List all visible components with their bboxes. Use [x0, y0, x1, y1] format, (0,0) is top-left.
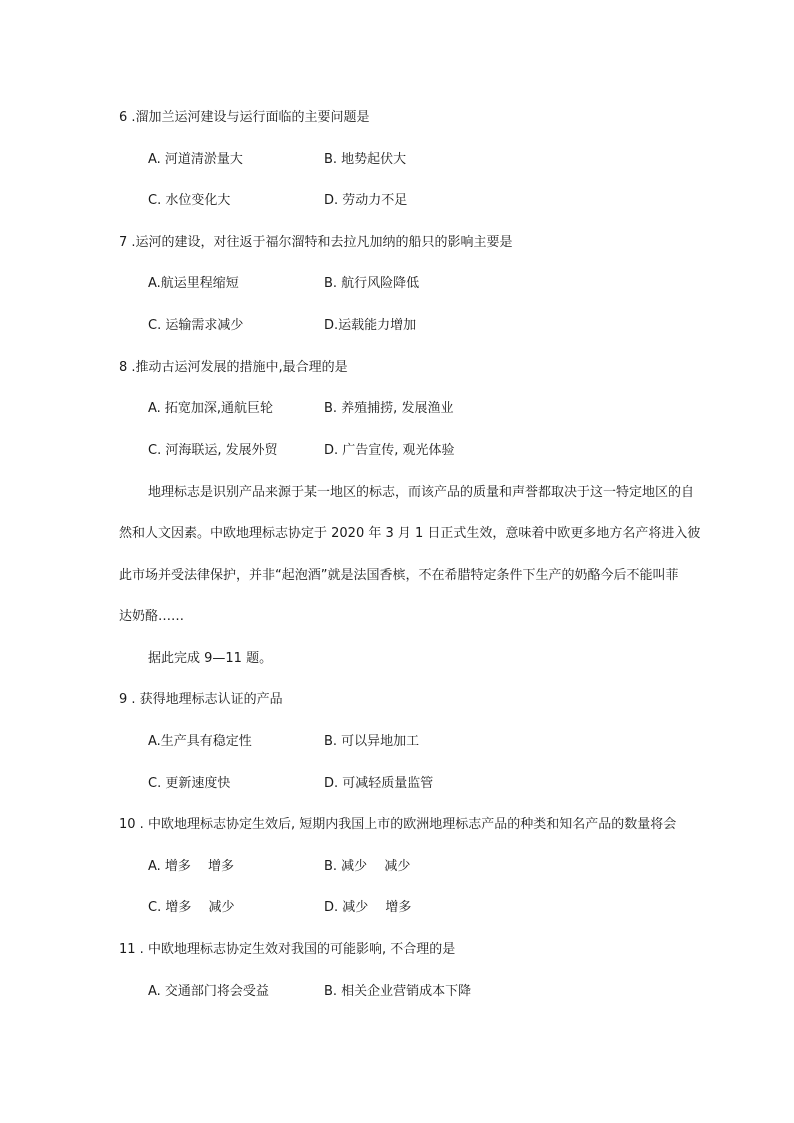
question-8-option-d: D. 广告宣传, 观光体验 — [324, 443, 455, 458]
question-9-option-a: A.生产具有稳定性 — [148, 734, 252, 749]
question-7-stem: 7 .运河的建设，对往返于福尔溜特和去拉凡加纳的船只的影响主要是 — [119, 235, 513, 250]
question-8-option-a: A. 拓宽加深,通航巨轮 — [148, 401, 274, 416]
question-6-option-a: A. 河道清淤量大 — [148, 152, 243, 167]
question-9-option-c: C. 更新速度快 — [148, 776, 231, 791]
question-11-option-b: B. 相关企业营销成本下降 — [324, 984, 472, 999]
question-10-option-c: C. 增多 减少 — [148, 900, 235, 915]
question-10-option-d: D. 减少 增多 — [324, 900, 412, 915]
question-10-stem: 10 . 中欧地理标志协定生效后, 短期内我国上市的欧洲地理标志产品的种类和知名产品的数量将会 — [119, 817, 677, 832]
question-11-stem: 11 . 中欧地理标志协定生效对我国的可能影响, 不合理的是 — [119, 942, 456, 957]
question-6-option-b: B. 地势起伏大 — [324, 152, 407, 167]
passage-line-4: 达奶酪…… — [119, 609, 185, 624]
question-11-option-a: A. 交通部门将会受益 — [148, 984, 269, 999]
question-10-option-a: A. 增多 增多 — [148, 859, 235, 874]
passage-line-2: 然和人文因素。中欧地理标志协定于 2020 年 3 月 1 日正式生效，意味着中欧更多地方名产将进入彼 — [119, 526, 701, 541]
question-7-option-d: D.运载能力增加 — [324, 318, 417, 333]
question-9-option-d: D. 可减轻质量监管 — [324, 776, 434, 791]
question-6-stem: 6 .溜加兰运河建设与运行面临的主要问题是 — [119, 110, 370, 125]
question-8-stem: 8 .推动古运河发展的措施中,最合理的是 — [119, 360, 348, 375]
passage-line-1: 地理标志是识别产品来源于某一地区的标志，而该产品的质量和声誉都取决于这一特定地区的自 — [148, 485, 695, 500]
question-8-option-b: B. 养殖捕捞, 发展渔业 — [324, 401, 454, 416]
question-7-option-a: A.航运里程缩短 — [148, 276, 239, 291]
question-8-option-c: C. 河海联运, 发展外贸 — [148, 443, 278, 458]
question-6-option-c: C. 水位变化大 — [148, 193, 231, 208]
question-10-option-b: B. 减少 减少 — [324, 859, 411, 874]
passage-line-3: 此市场并受法律保护，并非“起泡酒”就是法国香槟，不在希腊特定条件下生产的奶酪今后不能叫菲 — [119, 568, 679, 583]
question-7-option-b: B. 航行风险降低 — [324, 276, 420, 291]
question-6-option-d: D. 劳动力不足 — [324, 193, 408, 208]
question-9-option-b: B. 可以异地加工 — [324, 734, 420, 749]
passage-instruction: 据此完成 9—11 题。 — [148, 651, 273, 666]
question-9-stem: 9 . 获得地理标志认证的产品 — [119, 692, 283, 707]
question-7-option-c: C. 运输需求减少 — [148, 318, 244, 333]
